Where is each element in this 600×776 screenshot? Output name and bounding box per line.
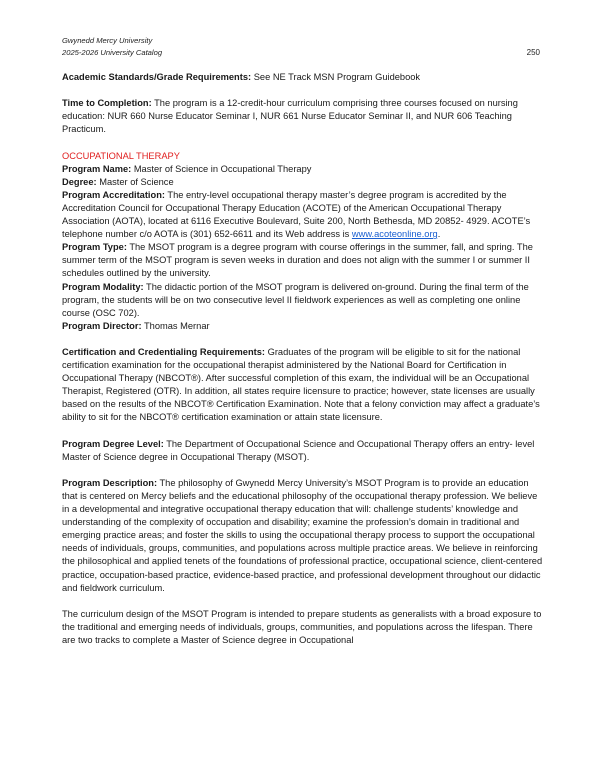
academic-standards: Academic Standards/Grade Requirements: See NE Track MSN Program Guidebook <box>62 72 421 82</box>
time-to-completion: Time to Completion: The program is a 12-credit-hour curriculum comprising three courses focused on nursing education: NUR 660 Nurse Educator Seminar I, NUR 661 Nurse Educator Seminar II, and NUR 606 Teaching Practicum. <box>62 98 518 135</box>
program-degree-level: Program Degree Level: The Department of Occupational Science and Occupational Therapy offers an entry- level Master of Science degree in Occupational Therapy (MSOT). <box>62 438 535 462</box>
program-name: Program Name: Master of Science in Occupational Therapy <box>62 163 312 174</box>
institution-name: Gwynedd Mercy University <box>62 36 153 45</box>
certification-requirements: Certification and Credentialing Requirements: Graduates of the program will be eligible to sit for the national certification examination for the occupational therapist administered by the National Board for Certification in Occupational Therapy (NBCOT®). After successful completion of this exam, the individual will be an Occupational Therapist, Registered (OTR). In addition, all states require licensure to practice; however, state licenses are usually based on the results of the NBCOT® Certification Examination. Note that a felony conviction may affect a graduate’s ability to sit for the NBCOT® certification examination or attain state licensure. <box>62 346 540 423</box>
program-modality: Program Modality: The didactic portion of the MSOT program is delivered on-ground. During the final term of the program, the students will be on two consecutive level II fieldwork experiences as well as completing one online course (OSC 702). <box>62 281 529 318</box>
section-heading: OCCUPATIONAL THERAPY <box>62 150 180 161</box>
degree: Degree: Master of Science <box>62 176 174 187</box>
program-description: Program Description: The philosophy of Gwynedd Mercy University’s MSOT Program is to provide an education that is centered on Mercy beliefs and the educational philosophy of the occupational therapy profession. We believe in a developmental and integrative occupational therapy education that will: challenge students’ knowledge and understanding of the complexity of occupation and disability; examine the profession’s domain in traditional and emerging practice areas; and foster the skills to using the occupational therapy process to support the occupational needs of individuals, groups, communities, and populations across multiple practice areas. We believe in reinforcing the philosophical and applied tenets of the foundations of professional practice, occupational science, client-centered practice, occupation-based practice, evidence-based practice, and professional development throughout our didactic and fieldwork curriculum. <box>62 477 543 593</box>
page-number: 250 <box>526 48 540 57</box>
page-body <box>62 71 544 647</box>
program-director: Program Director: Thomas Mernar <box>62 320 210 331</box>
acote-link[interactable]: www.acoteonline.org <box>351 229 438 240</box>
program-accreditation: Program Accreditation: The entry-level occupational therapy master’s degree program is accredited by the Accreditation Council for Occupational Therapy Education (ACOTE) of the American Occupational Therapy Association (AOTA), located at 6116 Executive Boulevard, Suite 200, North Bethesda, MD 20852- 4929. ACOTE’s telephone number c/o AOTA is (301) 652-6611 and its Web address is www.acoteonline.org. <box>62 189 531 240</box>
curriculum-design: The curriculum design of the MSOT Program is intended to prepare students as generalists with a broad exposure to the traditional and emerging needs of individuals, groups, communities, and populations across the lifespan. There are two tracks to complete a Master of Science degree in Occupational <box>62 608 542 646</box>
program-type: Program Type: The MSOT program is a degree program with course offerings in the summer, fall, and spring. The summer term of the MSOT program is seven weeks in duration and does not align with the summer I or summer II schedules outlined by the university. <box>62 242 533 279</box>
catalog-title: 2025-2026 University Catalog <box>62 48 163 57</box>
page-header <box>62 35 540 59</box>
